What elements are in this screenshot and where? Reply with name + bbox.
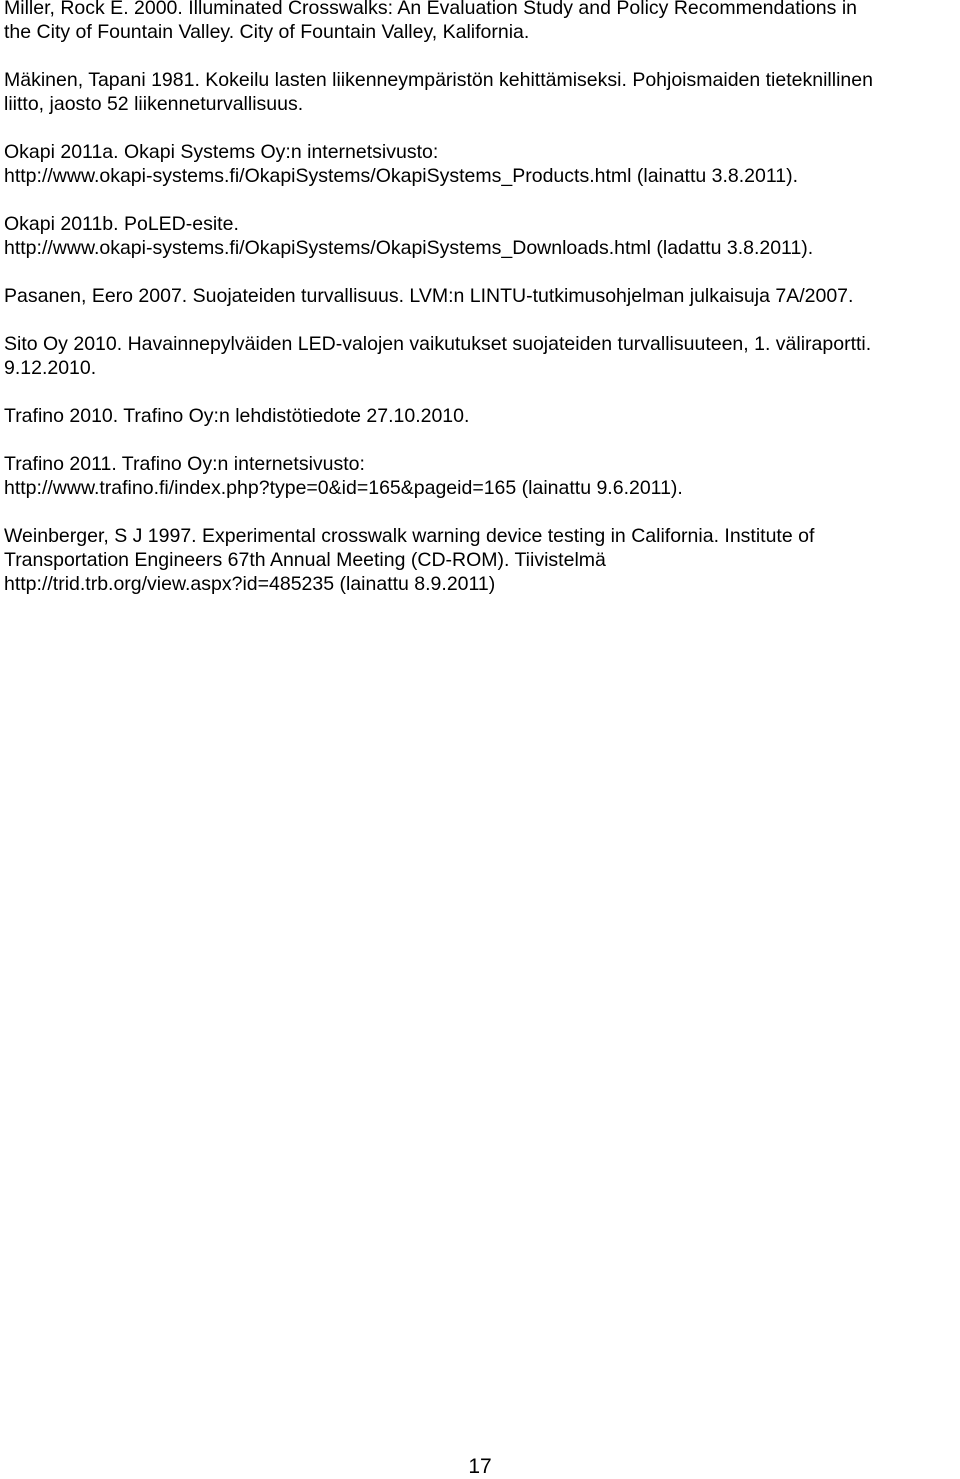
- reference-line: Weinberger, S J 1997. Experimental crosswalk warning device testing in California. Institute of: [4, 525, 815, 547]
- reference-line: Okapi 2011b. PoLED-esite.: [4, 213, 239, 235]
- reference-entry-trafino-2011: [4, 452, 954, 500]
- reference-url-line: http://www.trafino.fi/index.php?type=0&id=165&pageid=165 (lainattu 9.6.2011).: [4, 477, 683, 499]
- reference-url-line: http://trid.trb.org/view.aspx?id=485235 (lainattu 8.9.2011): [4, 573, 496, 595]
- reference-entry-okapi-2011a: [4, 140, 954, 188]
- reference-entry-pasanen: [4, 284, 954, 308]
- page-number: 17: [468, 1455, 492, 1478]
- reference-list: [4, 0, 954, 620]
- reference-line: Trafino 2010. Trafino Oy:n lehdistötiedote 27.10.2010.: [4, 405, 470, 427]
- reference-entry-weinberger: [4, 524, 954, 596]
- reference-entry-makinen: [4, 68, 954, 116]
- reference-line: Mäkinen, Tapani 1981. Kokeilu lasten liikenneympäristön kehittämiseksi. Pohjoismaiden tieteknillinen: [4, 69, 873, 91]
- reference-url-line: http://www.okapi-systems.fi/OkapiSystems/OkapiSystems_Products.html (lainattu 3.8.2011).: [4, 165, 799, 187]
- reference-line: Okapi 2011a. Okapi Systems Oy:n internetsivusto:: [4, 141, 439, 163]
- reference-entry-okapi-2011b: [4, 212, 954, 260]
- reference-line: Sito Oy 2010. Havainnepylväiden LED-valojen vaikutukset suojateiden turvallisuuteen, 1. väliraportti.: [4, 333, 872, 355]
- reference-entry-miller: [4, 0, 954, 44]
- reference-line: 9.12.2010.: [4, 357, 97, 379]
- reference-line: Pasanen, Eero 2007. Suojateiden turvallisuus. LVM:n LINTU-tutkimusohjelman julkaisuja 7A/2007.: [4, 285, 854, 307]
- reference-line: Transportation Engineers 67th Annual Meeting (CD-ROM). Tiivistelmä: [4, 549, 606, 571]
- reference-line: liitto, jaosto 52 liikenneturvallisuus.: [4, 93, 304, 115]
- reference-entry-trafino-2010: [4, 404, 954, 428]
- reference-entry-sito: [4, 332, 954, 380]
- reference-url-line: http://www.okapi-systems.fi/OkapiSystems/OkapiSystems_Downloads.html (ladattu 3.8.2011).: [4, 237, 814, 259]
- reference-line: the City of Fountain Valley. City of Fountain Valley, Kalifornia.: [4, 21, 530, 43]
- reference-line: Trafino 2011. Trafino Oy:n internetsivusto:: [4, 453, 365, 475]
- reference-line: Miller, Rock E. 2000. Illuminated Crosswalks: An Evaluation Study and Policy Recommendations in: [4, 0, 857, 19]
